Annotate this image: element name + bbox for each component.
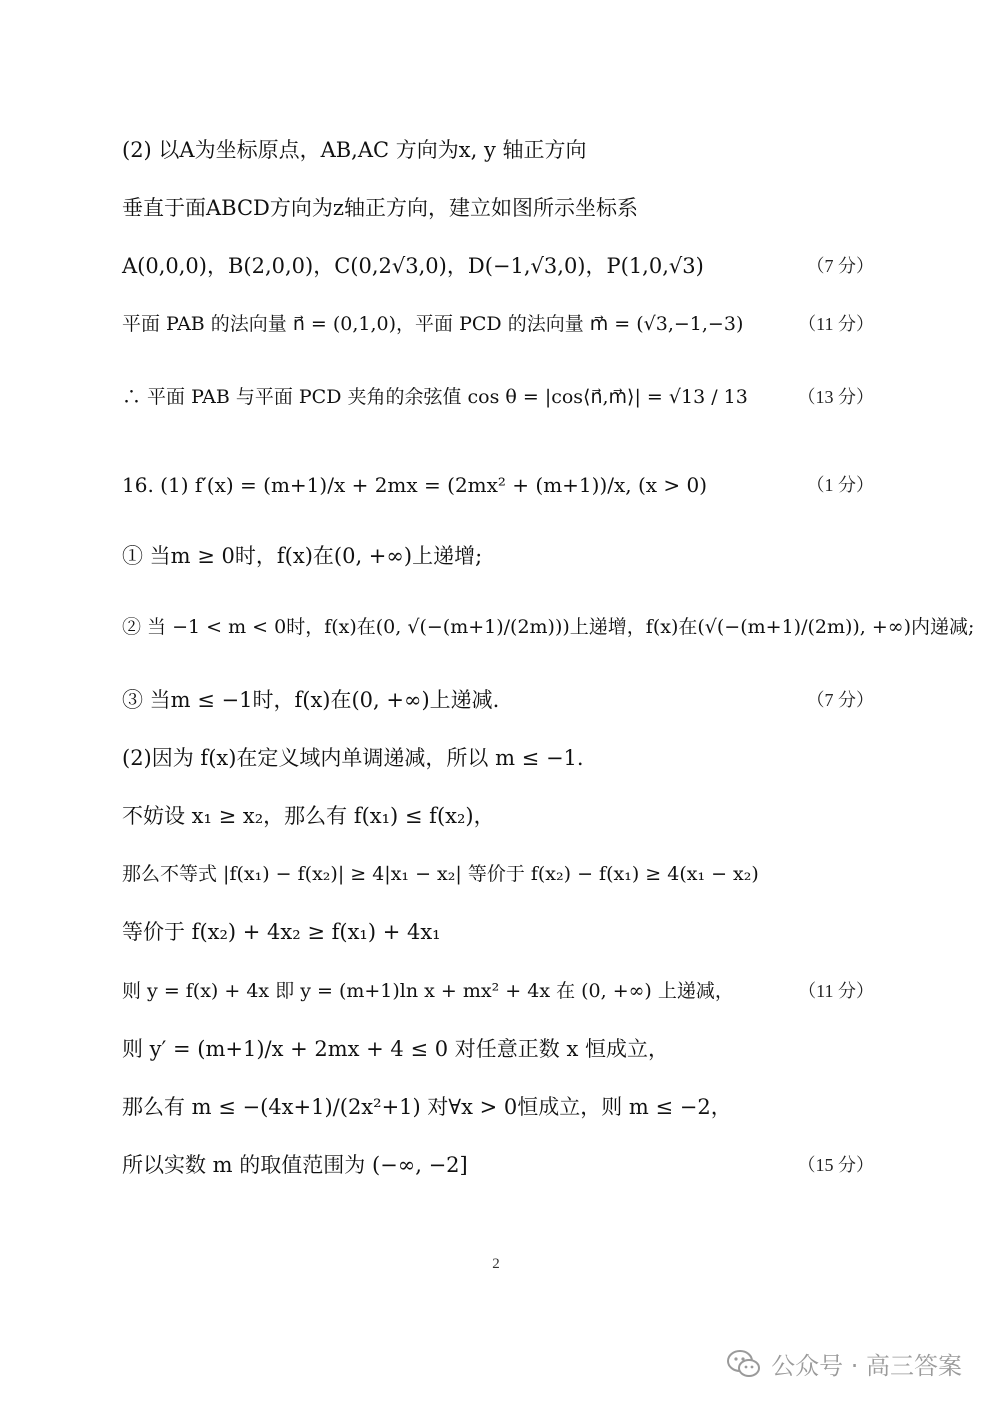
line-text: 则 y = f(x) + 4x 即 y = (m+1)ln x + mx² + 4x 在 (0, +∞) 上递减， [122, 980, 734, 1002]
line-text: (2) 以A为坐标原点，AB,AC 方向为x, y 轴正方向 [122, 138, 587, 162]
line-10 [122, 801, 882, 831]
line-text: ∴ 平面 PAB 与平面 PCD 夹角的余弦值 cos θ = |cos⟨n⃗,m⃗⟩| = √13 / 13 [122, 386, 748, 408]
line-7 [122, 612, 975, 642]
line-text: 则 y′ = (m+1)/x + 2mx + 4 ≤ 0 对任意正数 x 恒成立， [122, 1037, 669, 1061]
line-2 [122, 251, 882, 281]
line-text: (2)因为 f(x)在定义域内单调递减，所以 m ≤ −1. [122, 746, 584, 770]
line-0 [122, 135, 882, 165]
line-11 [122, 859, 882, 889]
line-text: ② 当 −1 < m < 0时，f(x)在(0, √(−(m+1)/(2m)))上递增，f(x)在(√(−(m+1)/(2m)), +∞)内递减; [122, 616, 975, 638]
score-label: （7 分） [806, 256, 874, 276]
score-label: （15 分） [797, 1155, 874, 1175]
score-label: （1 分） [806, 475, 874, 495]
line-5 [122, 470, 882, 500]
watermark [727, 1346, 962, 1381]
score-label: （13 分） [797, 387, 874, 407]
line-text: ③ 当m ≤ −1时，f(x)在(0, +∞)上递减. [122, 688, 500, 712]
line-text: 不妨设 x₁ ≥ x₂，那么有 f(x₁) ≤ f(x₂)， [122, 804, 495, 828]
score-label: （7 分） [806, 690, 874, 710]
line-4 [122, 382, 882, 412]
line-9 [122, 743, 882, 773]
line-text: ① 当m ≥ 0时，f(x)在(0, +∞)上递增; [122, 544, 483, 568]
line-3 [122, 309, 882, 339]
line-text: A(0,0,0)，B(2,0,0)，C(0,2√3,0)，D(−1,√3,0)，P(1,0,√3) [122, 254, 704, 278]
line-text: 16. (1) f′(x) = (m+1)/x + 2mx = (2mx² + (m+1))/x, (x > 0) [122, 473, 708, 497]
line-text: 平面 PAB 的法向量 n⃗ = (0,1,0)，平面 PCD 的法向量 m⃗ = (√3,−1,−3) [122, 313, 744, 335]
line-text: 那么不等式 |f(x₁) − f(x₂)| ≥ 4|x₁ − x₂| 等价于 f(x₂) − f(x₁) ≥ 4(x₁ − x₂) [122, 863, 759, 885]
line-6 [122, 541, 882, 571]
score-label: （11 分） [798, 981, 874, 1001]
wechat-icon [727, 1349, 761, 1379]
line-8 [122, 685, 882, 715]
line-15 [122, 1092, 882, 1122]
line-16 [122, 1150, 882, 1180]
line-14 [122, 1034, 882, 1064]
line-text: 那么有 m ≤ −(4x+1)/(2x²+1) 对∀x > 0恒成立，则 m ≤ −2， [122, 1095, 732, 1119]
line-13 [122, 976, 882, 1006]
line-1 [122, 193, 882, 223]
line-12 [122, 917, 882, 947]
line-text: 所以实数 m 的取值范围为 (−∞, −2] [122, 1153, 468, 1177]
page-number: 2 [492, 1256, 500, 1272]
score-label: （11 分） [798, 314, 874, 334]
line-text: 垂直于面ABCD方向为z轴正方向，建立如图所示坐标系 [122, 196, 638, 220]
line-text: 等价于 f(x₂) + 4x₂ ≥ f(x₁) + 4x₁ [122, 920, 441, 944]
watermark-text: 公众号 · 高三答案 [771, 1352, 962, 1380]
